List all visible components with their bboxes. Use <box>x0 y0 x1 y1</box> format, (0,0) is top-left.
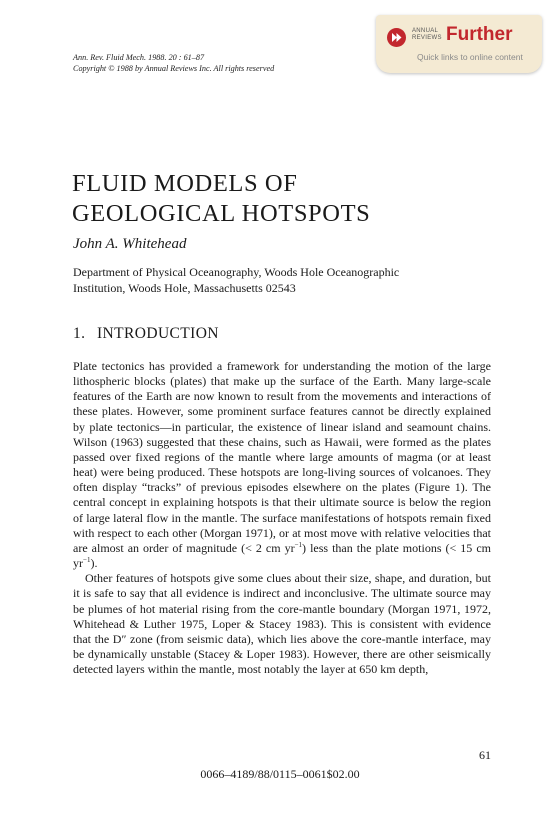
paragraph-2: Other features of hotspots give some clues about their size, shape, and duration, but it is safe to say that all evidence is indirect and inconclusive. The ultimate source may be plumes of hot material rising from the core-mantle boundary (Morgan 1971, 1972, Whitehead & Luther 1975, Loper & Stacey 1983). This is consistent with evidence that the D″ zone (from seismic data), which lies above the core-mantle interface, may be dynamically unstable (Stacey & Loper 1983). However, there are other seismically detected layers within the mantle, most notably the layer at 650 km depth, <box>73 571 491 677</box>
section-number: 1. <box>73 325 86 342</box>
journal-citation <box>73 52 274 74</box>
article-author: John A. Whitehead <box>73 236 187 252</box>
banner-annual-word: ANNUAL <box>412 28 439 34</box>
title-line-1: FLUID MODELS OF <box>72 170 298 197</box>
paragraph-1-text-c: ). <box>90 556 98 571</box>
paragraph-1-text-b: ) less than the plate motions (< 15 cm yr <box>73 540 491 571</box>
annual-reviews-further-banner[interactable] <box>376 15 542 73</box>
superscript-2: −1 <box>83 556 91 565</box>
article-code: 0066–4189/88/0115–0061$02.00 <box>200 767 360 781</box>
section-heading-introduction <box>73 325 219 343</box>
article-body <box>73 359 491 677</box>
page-number: 61 <box>479 748 491 762</box>
banner-reviews-word: REVIEWS <box>412 35 442 41</box>
affiliation-line-1: Department of Physical Oceanography, Woods Hole Oceanographic <box>73 265 400 279</box>
citation-copyright-line: Copyright © 1988 by Annual Reviews Inc. All rights reserved <box>73 64 275 73</box>
paragraph-1-text-a: Plate tectonics has provided a framework for understanding the motion of the large lithospheric blocks (plates) that make up the surface of the Earth. Many large-scale features of the Earth are now known to result from the movements and interactions of these plates. However, some prominent surface features cannot be directly explained by plate tectonics—in particular, the existence of linear island and seamount chains. Wilson (1963) suggested that these chains, such as Hawaii, were formed as the plates passed over fixed regions of the mantle where large amounts of magma (or at least heat) were being produced. These hotspots are long-living sources of volcanoes. They often display “tracks” of previous episodes elsewhere on the plates (Figure 1). The central concept in explaining hotspots is that their ultimate source is below the region of large lateral flow in the mantle. The surface manifestations of hotspots remain fixed with respect to each other (Morgan 1971), or at most move with relative velocities that are almost an order of magnitude (< 2 cm yr <box>73 359 491 555</box>
author-affiliation <box>73 264 493 296</box>
paragraph-1 <box>73 359 491 571</box>
article-title <box>72 169 370 229</box>
citation-journal-line: Ann. Rev. Fluid Mech. 1988. 20 : 61–87 <box>73 53 205 62</box>
affiliation-line-2: Institution, Woods Hole, Massachusetts 02543 <box>73 281 296 295</box>
annual-reviews-logo-icon <box>387 28 406 47</box>
section-title: INTRODUCTION <box>97 325 219 342</box>
banner-brand-name: Further <box>446 24 513 45</box>
banner-subtitle: Quick links to online content <box>417 52 523 62</box>
banner-annual-reviews-text <box>412 28 442 42</box>
title-line-2: GEOLOGICAL HOTSPOTS <box>72 200 371 227</box>
superscript-1: −1 <box>294 540 303 549</box>
